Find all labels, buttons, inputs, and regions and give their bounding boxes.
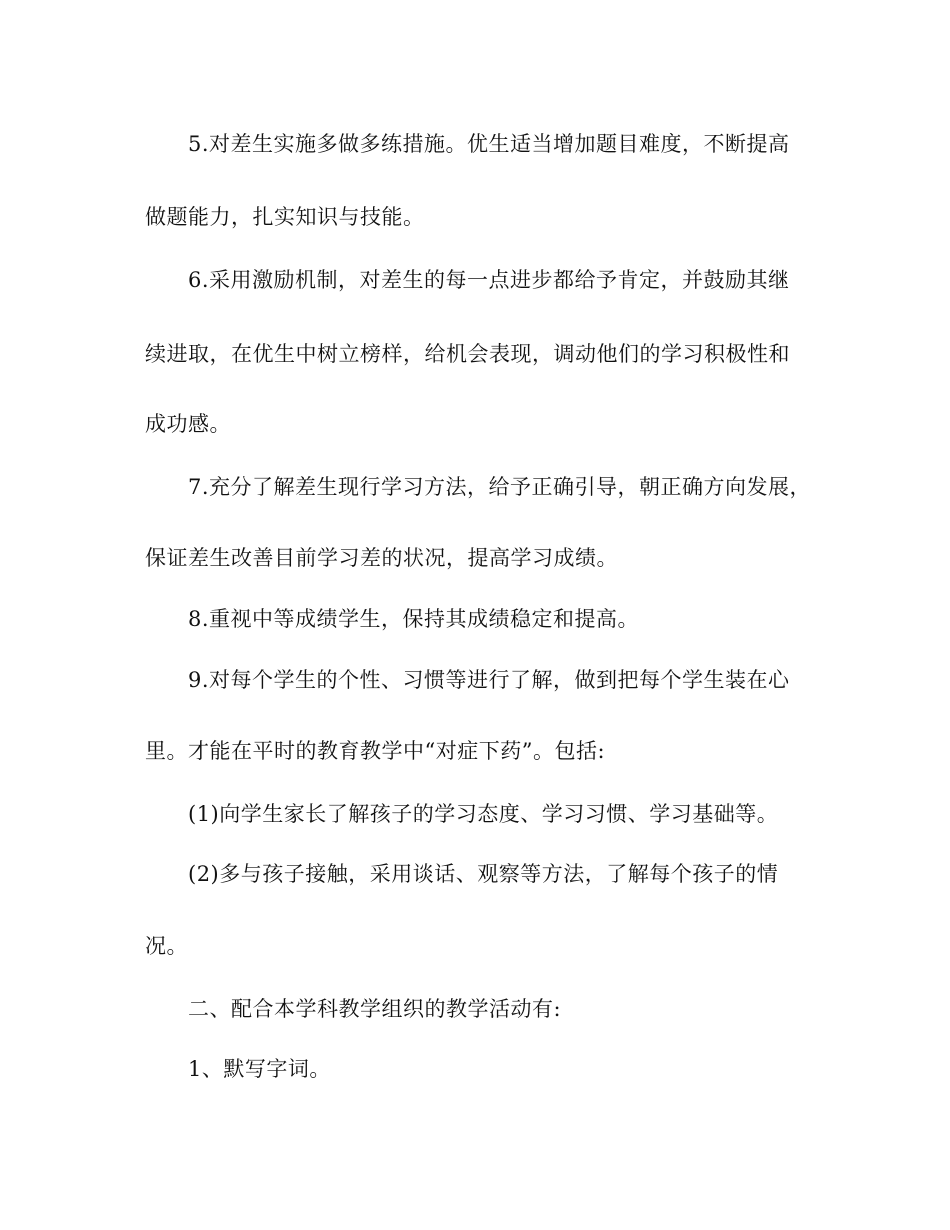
- paragraph-6-line-1: 6.采用激励机制，对差生的每一点进步都给予肯定，并鼓励其继: [188, 268, 790, 292]
- paragraph-8-line-1: 8.重视中等成绩学生，保持其成绩稳定和提高。: [188, 607, 640, 631]
- sub-item-2-line-1: (2)多与孩子接触，采用谈话、观察等方法，了解每个孩子的情: [188, 862, 779, 886]
- paragraph-7-line-2: 保证差生改善目前学习差的状况，提高学习成绩。: [145, 546, 618, 570]
- paragraph-7-line-1: 7.充分了解差生现行学习方法，给予正确引导，朝正确方向发展，: [188, 475, 812, 499]
- sub-item-1-line-1: (1)向学生家长了解孩子的学习态度、学习习惯、学习基础等。: [188, 802, 779, 826]
- paragraph-6-line-2: 续进取，在优生中树立榜样，给机会表现，调动他们的学习积极性和: [145, 342, 790, 366]
- paragraph-6-line-3: 成功感。: [145, 412, 231, 436]
- paragraph-9-line-2: 里。才能在平时的教育教学中“对症下药”。包括:: [145, 739, 606, 763]
- paragraph-5-line-2: 做题能力，扎实知识与技能。: [145, 205, 425, 229]
- section-2-heading: 二、配合本学科教学组织的教学活动有:: [188, 997, 562, 1021]
- paragraph-9-line-1: 9.对每个学生的个性、习惯等进行了解，做到把每个学生装在心: [188, 668, 790, 692]
- sub-item-2-line-2: 况。: [145, 934, 188, 958]
- paragraph-5-line-1: 5.对差生实施多做多练措施。优生适当增加题目难度，不断提高: [188, 132, 790, 156]
- activity-item-1: 1、默写字词。: [188, 1057, 331, 1081]
